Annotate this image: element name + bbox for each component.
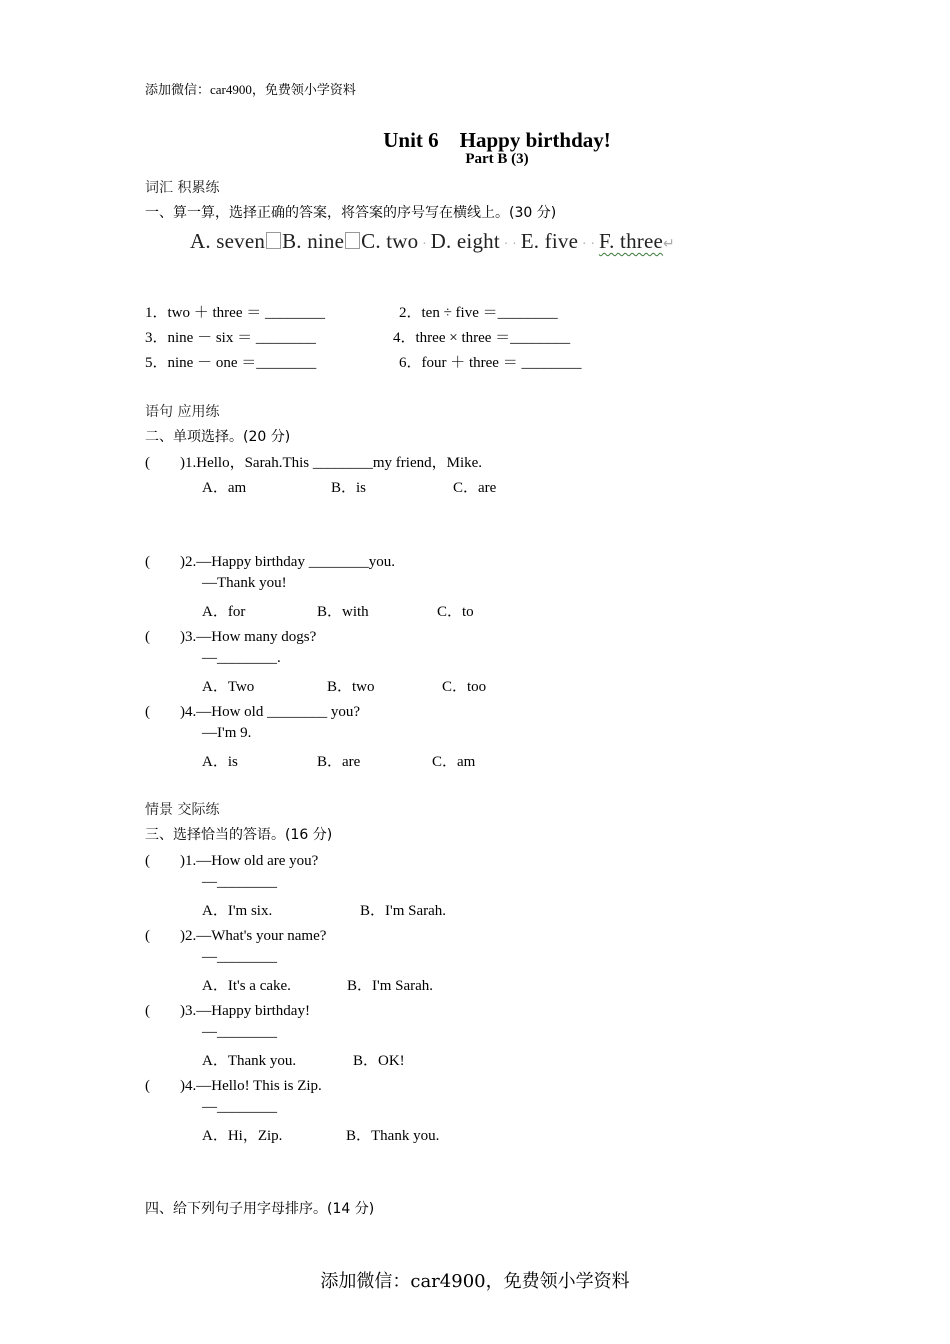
- s2-q1-option-b: B．is: [331, 480, 367, 496]
- s2-q1-option-c: C．are: [453, 480, 497, 496]
- calc-item-3: 3．nine － six ＝ ________: [145, 330, 316, 346]
- s2-q2-option-a: A．for: [202, 604, 246, 620]
- s2-q4-reply: —I'm 9.: [202, 725, 252, 741]
- s2-q3-stem: ( )3.—How many dogs?: [145, 629, 317, 645]
- footer-note: 添加微信：car4900，免费领小学资料: [320, 1271, 630, 1292]
- option-d: D. eight: [430, 229, 500, 253]
- option-c: C. two: [361, 229, 419, 253]
- s2-q4-option-b: B．are: [317, 754, 361, 770]
- s2-q2-option-b: B．with: [317, 604, 369, 620]
- s3-q1-option-b: B．I'm Sarah.: [360, 903, 447, 919]
- section1-category: 词汇 积累练: [145, 180, 220, 196]
- s2-q4-option-a: A．is: [202, 754, 238, 770]
- s2-q2-stem: ( )2.—Happy birthday ________you.: [145, 554, 395, 570]
- calc-item-1: 1．two ＋ three ＝ ________: [145, 305, 325, 321]
- calc-item-4: 4．three × three ＝________: [393, 330, 571, 346]
- s3-q2-reply: —________: [202, 949, 277, 965]
- page-subtitle: Part B (3): [465, 151, 529, 167]
- s2-q2-reply: —Thank you!: [202, 575, 287, 591]
- s3-q2-option-a: A．It's a cake.: [202, 978, 291, 994]
- section3-category: 情景 交际练: [145, 802, 220, 818]
- s3-q2-stem: ( )2.—What's your name?: [145, 928, 327, 944]
- s3-q4-stem: ( )4.—Hello! This is Zip.: [145, 1078, 322, 1094]
- s3-q3-option-a: A．Thank you.: [202, 1053, 297, 1069]
- calc-item-6: 6．four ＋ three ＝ ________: [399, 355, 582, 371]
- s2-q3-option-a: A．Two: [202, 679, 255, 695]
- option-f: F. three: [598, 229, 664, 253]
- s2-q2-option-c: C．to: [437, 604, 474, 620]
- section3-heading: 三、选择恰当的答语。(16 分): [145, 827, 333, 843]
- s3-q3-option-b: B．OK!: [353, 1053, 405, 1069]
- s3-q4-option-a: A．Hi，Zip.: [202, 1128, 283, 1144]
- option-e: E. five: [520, 229, 579, 253]
- s3-q3-reply: —________: [202, 1024, 277, 1040]
- s2-q4-stem: ( )4.—How old ________ you?: [145, 704, 360, 720]
- option-a: A. seven: [190, 229, 266, 253]
- section2-heading: 二、单项选择。(20 分): [145, 429, 291, 445]
- s2-q1-option-a: A．am: [202, 480, 247, 496]
- s2-q3-reply: —________.: [202, 650, 281, 666]
- s3-q1-option-a: A．I'm six.: [202, 903, 273, 919]
- option-b: B. nine: [282, 229, 345, 253]
- s2-q3-option-c: C．too: [442, 679, 487, 695]
- section1-options: A. seven B. nine C. two · D. eight · · E. five · · F. three↵: [190, 229, 675, 253]
- s2-q3-option-b: B．two: [327, 679, 375, 695]
- header-note: 添加微信：car4900，免费领小学资料: [145, 82, 356, 97]
- s2-q4-option-c: C．am: [432, 754, 476, 770]
- box-glyph: [266, 232, 281, 249]
- s3-q2-option-b: B．I'm Sarah.: [347, 978, 434, 994]
- page-title: Unit 6 Happy birthday!: [383, 128, 611, 152]
- calc-item-5: 5．nine － one ＝________: [145, 355, 317, 371]
- section1-heading: 一、算一算，选择正确的答案，将答案的序号写在横线上。(30 分): [145, 205, 557, 221]
- s3-q4-reply: —________: [202, 1099, 277, 1115]
- box-glyph: [345, 232, 360, 249]
- s3-q3-stem: ( )3.—Happy birthday!: [145, 1003, 310, 1019]
- calc-item-2: 2．ten ÷ five ＝________: [399, 305, 558, 321]
- section2-category: 语句 应用练: [145, 404, 220, 420]
- s3-q1-reply: —________: [202, 874, 277, 890]
- s2-q1-stem: ( )1.Hello，Sarah.This ________my friend，Mike.: [145, 455, 483, 471]
- s3-q4-option-b: B．Thank you.: [346, 1128, 440, 1144]
- section4-heading: 四、给下列句子用字母排序。(14 分): [145, 1201, 375, 1217]
- s3-q1-stem: ( )1.—How old are you?: [145, 853, 319, 869]
